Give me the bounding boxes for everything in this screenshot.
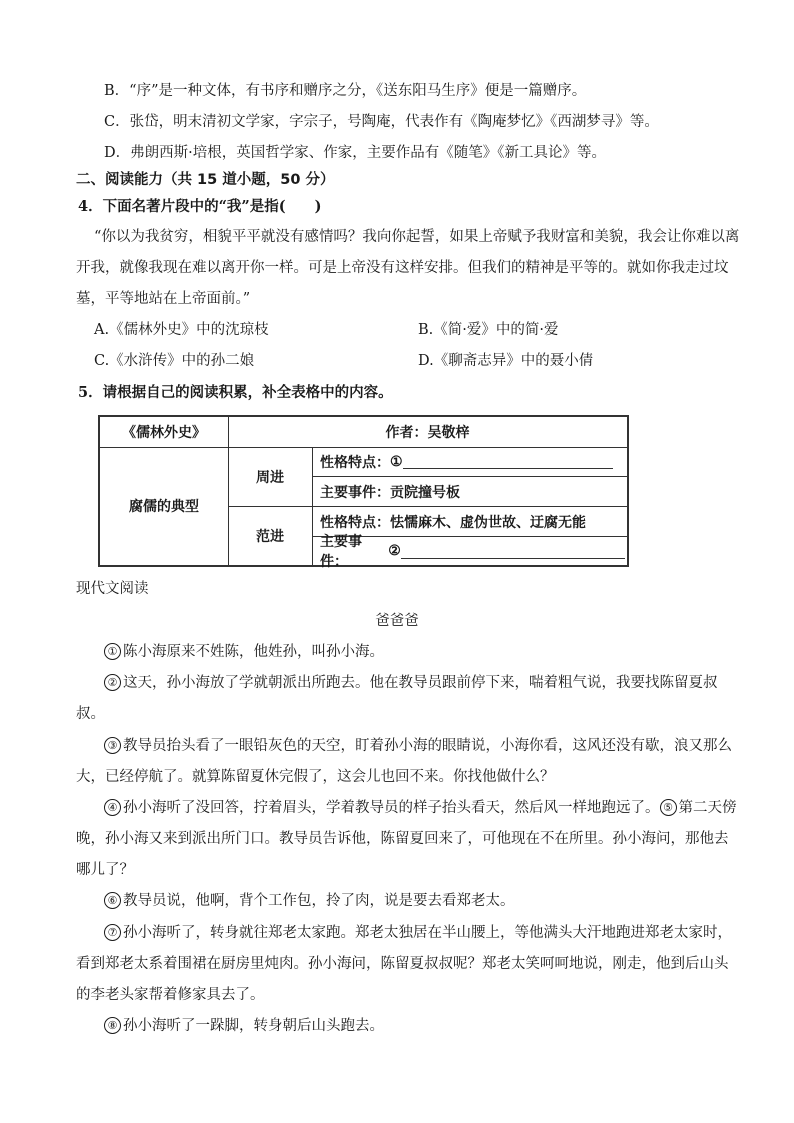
- paragraph-8: ⑧ 孙小海听了一跺脚，转身朝后山头跑去。: [104, 1011, 756, 1042]
- blank-marker-2: ②: [388, 543, 401, 559]
- paragraph-7-line-3: 的李老头家帮着修家具去了。: [76, 987, 265, 1003]
- table-zhoujin-trait: 性格特点： ①: [320, 447, 620, 476]
- q4-option-a[interactable]: A.《儒林外史》中的沈琼枝: [94, 322, 269, 338]
- table-book-title: 《儒林外史》: [122, 425, 206, 441]
- table-author: 作者：吴敬梓: [385, 425, 470, 441]
- quote-line-2: 开我，就像我现在难以离开你一样。可是上帝没有这样安排。但我们的精神是平等的。就如你我走过坟: [76, 260, 729, 276]
- q4-option-c[interactable]: C.《水浒传》中的孙二娘: [94, 353, 255, 369]
- story-title: 爸爸爸: [375, 613, 419, 629]
- reading-table: [98, 415, 629, 570]
- paragraph-4: ④ 孙小海听了没回答，拧着眉头，学着教导员的样子抬头看天，然后风一样地跑远了。 ⑤ 第二天傍: [104, 793, 756, 824]
- answer-blank-1[interactable]: [403, 454, 613, 469]
- paragraph-1: ① 陈小海原来不姓陈，他姓孙，叫孙小海。: [104, 637, 756, 668]
- option-c-top: C．张岱，明末清初文学家，字宗子，号陶庵，代表作有《陶庵梦忆》《西湖梦寻》等。: [104, 114, 659, 130]
- paragraph-5-line-3: 哪儿了？: [76, 862, 134, 878]
- paragraph-7: ⑦ 孙小海听了，转身就往郑老太家跑。郑老太独居在半山腰上，等他满头大汗地跑进郑老太家时，: [104, 918, 756, 949]
- section-heading: 二、阅读能力（共 15 道小题，50 分）: [76, 172, 335, 188]
- table-fanjin-trait: 性格特点： 怯懦麻木、虚伪世故、迂腐无能: [320, 514, 586, 531]
- table-category: 腐儒的典型: [129, 499, 199, 515]
- table-zhoujin-event: 主要事件： 贡院撞号板: [320, 484, 460, 501]
- paragraph-2: ② 这天，孙小海放了学就朝派出所跑去。他在教导员跟前停下来，喘着粗气说，我要找陈留夏叔: [104, 668, 756, 699]
- option-b-top: B．“序”是一种文体，有书序和赠序之分，《送东阳马生序》便是一篇赠序。: [104, 83, 587, 99]
- paragraph-5-line-2: 晚，孙小海又来到派出所门口。教导员告诉他，陈留夏回来了，可他现在不在所里。孙小海问，那他去: [76, 831, 729, 847]
- table-character-fanjin: 范进: [256, 528, 284, 545]
- quote-line-3: 墓，平等地站在上帝面前。”: [76, 291, 251, 307]
- answer-blank-2[interactable]: [401, 544, 625, 559]
- paragraph-3-cont: 大，已经停航了。就算陈留夏休完假了，这会儿也回不来。你找他做什么？: [76, 769, 555, 785]
- paragraph-2-cont: 叔。: [76, 706, 105, 722]
- q4-option-b[interactable]: B.《简·爱》中的简·爱: [418, 322, 559, 338]
- table-fanjin-event: 主要事件： ②: [320, 537, 625, 565]
- paragraph-7-line-2: 看到郑老太系着围裙在厨房里炖肉。孙小海问，陈留夏叔叔呢？郑老太笑呵呵地说，刚走，他到后山头: [76, 956, 729, 972]
- table-character-zhoujin: 周进: [256, 469, 284, 486]
- option-d-top: D．弗朗西斯·培根，英国哲学家、作家，主要作品有《随笔》《新工具论》等。: [104, 145, 606, 161]
- quote-line-1: “你以为我贫穷，相貌平平就没有感情吗？我向你起誓，如果上帝赋予我财富和美貌，我会让你难以离: [94, 229, 740, 245]
- question-5-stem: 5．请根据自己的阅读积累，补全表格中的内容。: [78, 384, 393, 401]
- paragraph-3: ③ 教导员抬头看了一眼铅灰色的天空，盯着孙小海的眼睛说，小海你看，这风还没有歇，浪又那么: [104, 731, 756, 762]
- q4-option-d[interactable]: D.《聊斋志异》中的聂小倩: [418, 353, 594, 369]
- modern-reading-label: 现代文阅读: [76, 581, 149, 597]
- paragraph-6: ⑥ 教导员说，他啊，背个工作包，拎了肉，说是要去看郑老太。: [104, 886, 756, 917]
- question-4-stem: 4．下面名著片段中的“我”是指( ): [78, 198, 322, 215]
- blank-marker-1: ①: [390, 453, 403, 470]
